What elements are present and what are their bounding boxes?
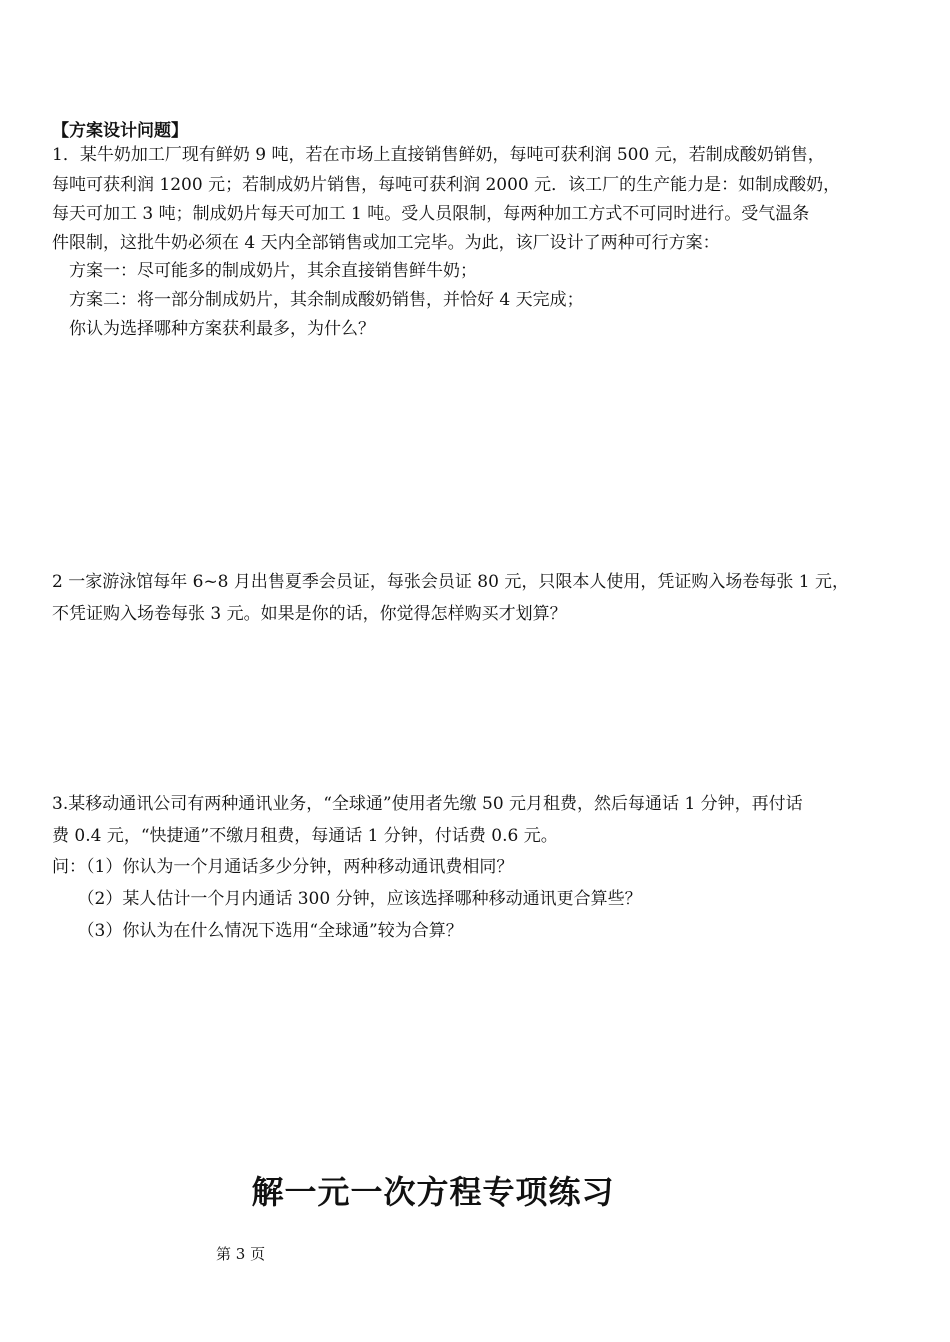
page-title: 解一元一次方程专项练习 bbox=[251, 1173, 615, 1211]
problem1-line-7: 你认为选择哪种方案获利最多，为什么？ bbox=[52, 319, 375, 339]
problem1-line-3: 每天可加工 3 吨；制成奶片每天可加工 1 吨。受人员限制，每两种加工方式不可同时进行。受气温条 bbox=[52, 204, 810, 224]
section-heading: 【方案设计问题】 bbox=[52, 121, 188, 141]
problem3-question-1: 问：（1）你认为一个月通话多少分钟，两种移动通讯费相同？ bbox=[52, 857, 514, 877]
problem1-line-6: 方案二：将一部分制成奶片，其余制成酸奶销售，并恰好 4 天完成； bbox=[52, 290, 584, 310]
problem3-line-2: 费 0.4 元，“快捷通”不缴月租费，每通话 1 分钟，付话费 0.6 元。 bbox=[52, 826, 558, 846]
problem3-question-2: （2）某人估计一个月内通话 300 分钟，应该选择哪种移动通讯更合算些？ bbox=[52, 889, 642, 909]
problem1-line-4: 件限制，这批牛奶必须在 4 天内全部销售或加工完毕。为此，该厂设计了两种可行方案： bbox=[52, 233, 720, 253]
problem2-line-2: 不凭证购入场卷每张 3 元。如果是你的话，你觉得怎样购买才划算？ bbox=[52, 604, 567, 624]
problem1-line-1: 1．某牛奶加工厂现有鲜奶 9 吨，若在市场上直接销售鲜奶，每吨可获利润 500 元，若制成酸奶销售， bbox=[52, 145, 825, 165]
problem1-line-5: 方案一：尽可能多的制成奶片，其余直接销售鲜牛奶； bbox=[52, 261, 477, 281]
problem3-question-3: （3）你认为在什么情况下选用“全球通”较为合算？ bbox=[52, 921, 463, 941]
problem1-line-2: 每吨可获利润 1200 元；若制成奶片销售，每吨可获利润 2000 元．该工厂的生产能力是：如制成酸奶， bbox=[52, 175, 841, 195]
page-number: 第 3 页 bbox=[216, 1245, 266, 1263]
problem3-line-1: 3.某移动通讯公司有两种通讯业务，“全球通”使用者先缴 50 元月租费，然后每通话 1 分钟，再付话 bbox=[52, 794, 803, 814]
problem2-line-1: 2 一家游泳馆每年 6~8 月出售夏季会员证，每张会员证 80 元，只限本人使用，凭证购入场卷每张 1 元， bbox=[52, 572, 849, 592]
